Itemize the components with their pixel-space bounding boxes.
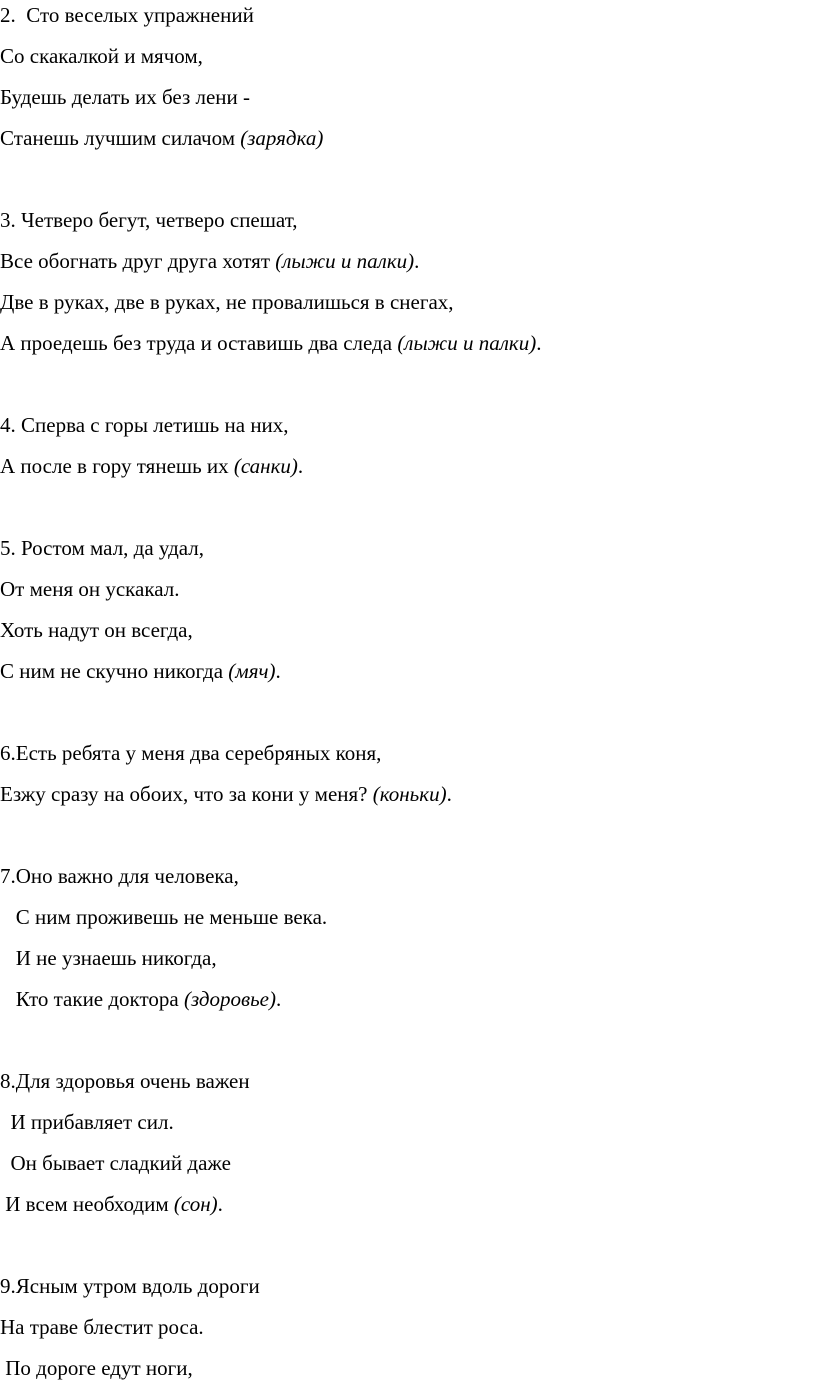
riddle-text: И прибавляет сил. (0, 1110, 174, 1134)
riddle-text: Все обогнать друг друга хотят (0, 249, 276, 273)
riddle-text: С ним не скучно никогда (0, 659, 229, 683)
riddle-answer: (коньки) (372, 782, 447, 806)
riddle-line (0, 661, 281, 682)
riddle-answer: (мяч) (228, 659, 276, 683)
riddle-line (0, 743, 381, 764)
riddle-text: 9.Ясным утром вдоль дороги (0, 1274, 260, 1298)
riddle-line (0, 620, 193, 641)
riddle-text: 2. Сто веселых упражнений (0, 3, 254, 27)
riddle-text: 5. Ростом мал, да удал, (0, 536, 205, 560)
riddle-text: На траве блестит роса. (0, 1315, 204, 1339)
riddle-text: И не узнаешь никогда, (0, 946, 217, 970)
riddle-line (0, 948, 217, 969)
riddle-text: 3. Четверо бегут, четверо спешат, (0, 208, 298, 232)
riddle-punctuation: . (446, 782, 452, 806)
riddle-text: От меня он ускакал. (0, 577, 180, 601)
riddle-line (0, 866, 239, 887)
riddle-line (0, 5, 254, 26)
riddle-text: А после в гору тянешь их (0, 454, 234, 478)
riddle-text: Две в руках, две в руках, не провалишься в снегах, (0, 290, 454, 314)
riddle-text: Станешь лучшим силачом (0, 126, 241, 150)
riddle-text: Со скакалкой и мячом, (0, 44, 203, 68)
riddle-line (0, 538, 204, 559)
riddle-text: И всем необходим (0, 1192, 174, 1216)
riddle-line (0, 128, 323, 149)
riddle-punctuation: . (275, 659, 281, 683)
riddle-line (0, 210, 298, 231)
riddle-line (0, 292, 454, 313)
riddle-punctuation: . (276, 987, 282, 1011)
riddle-line (0, 333, 541, 354)
riddle-text: Хоть надут он всегда, (0, 618, 193, 642)
riddle-answer: (здоровье) (183, 987, 276, 1011)
riddle-text: 7.Оно важно для человека, (0, 864, 239, 888)
riddle-line (0, 1112, 174, 1133)
riddle-text: С ним проживешь не меньше века. (0, 905, 328, 929)
riddle-line (0, 46, 203, 67)
riddle-text: 6.Есть ребята у меня два серебряных коня, (0, 741, 382, 765)
riddle-line (0, 907, 327, 928)
riddle-answer: (лыжи и палки) (397, 331, 537, 355)
riddle-punctuation: . (414, 249, 420, 273)
riddle-line (0, 1071, 250, 1092)
riddle-line (0, 251, 419, 272)
riddle-text: Кто такие доктора (0, 987, 184, 1011)
riddle-line (0, 579, 179, 600)
riddle-text: 8.Для здоровья очень важен (0, 1069, 250, 1093)
riddle-punctuation: . (536, 331, 542, 355)
riddle-line (0, 1276, 260, 1297)
riddle-line (0, 1317, 204, 1338)
riddle-text: А проедешь без труда и оставишь два следа (0, 331, 398, 355)
riddle-answer: (сон) (173, 1192, 218, 1216)
riddle-answer: (зарядка) (240, 126, 324, 150)
riddle-line (0, 1194, 223, 1215)
riddle-text: По дороге едут ноги, (0, 1356, 193, 1380)
riddle-text: Будешь делать их без лени - (0, 85, 251, 109)
riddle-line (0, 784, 452, 805)
riddle-punctuation: . (217, 1192, 223, 1216)
riddle-line (0, 87, 250, 108)
riddle-line (0, 989, 281, 1010)
riddle-line (0, 1358, 193, 1379)
riddle-line (0, 456, 303, 477)
riddle-text: 4. Сперва с горы летишь на них, (0, 413, 289, 437)
riddle-answer: (лыжи и палки) (275, 249, 415, 273)
riddle-punctuation: . (297, 454, 304, 478)
riddle-text: Он бывает сладкий даже (0, 1151, 231, 1175)
riddle-line (0, 1153, 231, 1174)
riddle-line (0, 415, 289, 436)
riddle-answer: (санки) (233, 454, 298, 478)
riddle-text: Езжу сразу на обоих, что за кони у меня? (0, 782, 373, 806)
